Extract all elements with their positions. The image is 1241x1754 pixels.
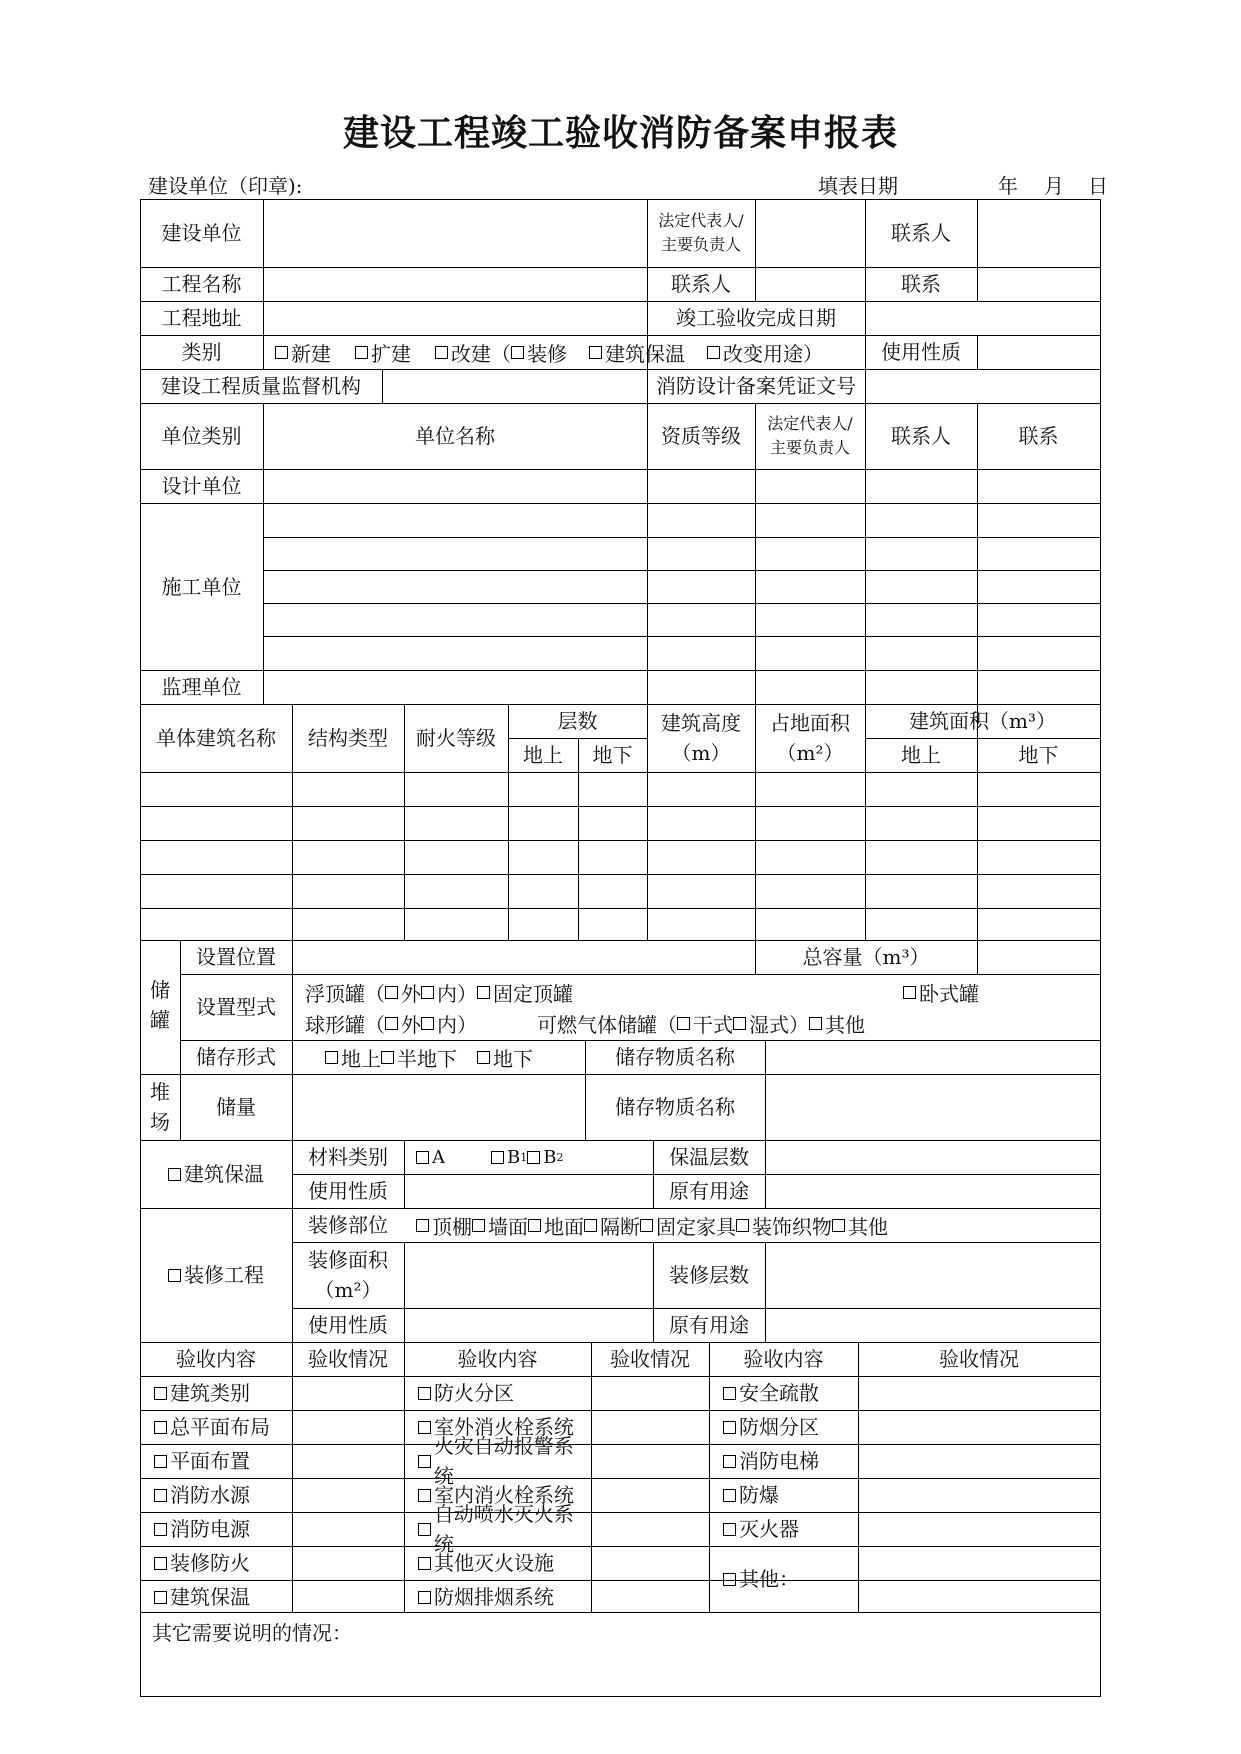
category-label: 类别 [181,340,222,364]
checkbox-icon [472,1219,485,1232]
checkbox-icon [903,986,916,999]
day-label: 日 [1088,174,1108,198]
checkbox-icon [677,1017,690,1030]
checkbox-icon [477,986,490,999]
contact-person2-label: 联系人 [671,272,731,296]
tank-form-label: 设置型式 [196,995,276,1019]
cat-insulation-label: 建筑保温 [605,341,685,366]
cat-new-label: 新建 [291,341,331,366]
checkbox-icon [154,1523,167,1536]
material-b1-subscript: 1 [520,1150,528,1164]
total-capacity-label: 总容量（m³） [802,945,930,969]
cat-renovation-checkbox[interactable] [511,338,567,367]
design-record-no-field[interactable] [865,369,1100,403]
checkbox-icon [477,1051,490,1064]
checkbox-icon [355,346,368,359]
design-unit-label: 设计单位 [161,474,242,498]
inspection-item-13-label: 其他灭火设施 [434,1551,554,1575]
part-wall-label: 墙面 [488,1214,528,1239]
cat-change-use-label: 改变用途） [723,341,823,366]
inspection-item-6[interactable] [140,1546,292,1580]
inspection-item-16-label: 防烟分区 [739,1415,819,1439]
yard-amount-field[interactable] [292,1074,585,1140]
supervision-unit-label: 监理单位 [161,675,242,699]
storage-semi-label: 半地下 [397,1046,457,1071]
checkbox-icon [528,1219,541,1232]
part-fabric-label: 装饰织物 [752,1214,832,1239]
completion-date-field[interactable] [865,301,1100,335]
gas-dry-label: 干式 [693,1012,733,1037]
decoration-checkbox[interactable] [140,1208,292,1342]
material-type-options [416,1140,563,1174]
material-b1-checkbox[interactable] [491,1147,527,1168]
part-partition-label: 隔断 [600,1214,640,1239]
checkbox-icon [168,1269,181,1282]
insulation-original-use-field[interactable] [765,1174,1100,1208]
decoration-part-options [416,1208,888,1242]
quality-agency-field[interactable] [382,369,647,403]
inspection-item-7[interactable] [140,1580,292,1614]
spherical-outer-checkbox[interactable] [385,1009,421,1038]
part-furniture-checkbox[interactable] [640,1211,736,1240]
cat-change-use-checkbox[interactable] [707,338,823,367]
cat-rebuild-label: 改建（ [451,341,511,366]
inspection-status-header-2: 验收情况 [610,1347,690,1371]
decoration-use-label: 使用性质 [308,1313,388,1337]
checkbox-icon [723,1387,736,1400]
checkbox-icon [723,1573,736,1586]
decoration-original-use-field[interactable] [765,1308,1100,1342]
contact-person-field[interactable] [977,199,1100,267]
grid-line [140,840,1101,841]
checkbox-icon [418,1387,431,1400]
legal-rep-line1: 法定代表人/ [658,211,744,230]
category-options [275,335,823,369]
unit-legal-rep-header [755,403,865,469]
storage-semi-checkbox[interactable] [381,1043,457,1072]
checkbox-icon [168,1168,181,1181]
inspection-content-header-3: 验收内容 [743,1347,824,1371]
part-floor-label: 地面 [544,1214,584,1239]
inspection-item-7-label: 建筑保温 [170,1585,250,1609]
contact-person2-field[interactable] [755,267,865,301]
area-above-header: 地上 [901,743,941,767]
fire-rating-header: 耐火等级 [416,726,496,750]
page-title: 建设工程竣工验收消防备案申报表 [342,113,898,154]
grid-line [140,772,1101,773]
inspection-item-20-label: 其他： [739,1567,799,1591]
checkbox-icon [723,1421,736,1434]
inspection-item-13[interactable] [404,1546,591,1580]
inspection-item-1[interactable] [140,1376,292,1410]
checkbox-icon [435,346,448,359]
unit-name-header: 单位名称 [415,424,495,448]
checkbox-icon [416,1219,429,1232]
inspection-item-11-label: 室内消火栓系统 [434,1483,574,1507]
part-ceiling-checkbox[interactable] [416,1211,472,1240]
floating-outer-label: 外 [401,981,421,1006]
tank-location-field[interactable] [292,940,755,974]
inspection-item-8-label: 防火分区 [434,1381,514,1405]
grid-line [140,908,1101,909]
building-name-header: 单体建筑名称 [156,726,276,750]
floating-roof-label: 浮顶罐（ [305,981,385,1006]
part-wall-checkbox[interactable] [472,1211,528,1240]
checkbox-icon [418,1523,431,1536]
grid-line [858,1546,859,1613]
floor-area-header: 建筑面积（m³） [909,709,1056,733]
structure-type-header: 结构类型 [308,726,388,750]
checkbox-icon [154,1557,167,1570]
unit-legal-rep-line2: 主要负责人 [769,438,850,457]
tank-material-label: 储存物质名称 [615,1045,735,1069]
contact-person-label: 联系人 [891,221,951,245]
remarks-label: 其它需要说明的情况： [152,1621,352,1645]
gas-wet-checkbox[interactable] [733,1009,809,1038]
inspection-item-19[interactable] [709,1512,858,1546]
checkbox-icon [832,1219,845,1232]
tank-material-field[interactable] [765,1040,1100,1074]
checkbox-icon [640,1219,653,1232]
insulation-layers-field[interactable] [765,1140,1100,1174]
checkbox-icon [325,1051,338,1064]
material-b1-label: B [507,1146,521,1168]
insulation-use-field[interactable] [404,1174,653,1208]
part-other-checkbox[interactable] [832,1211,888,1240]
checkbox-icon [733,1017,746,1030]
yard-label-char1: 堆 [150,1080,170,1104]
checkbox-icon [418,1421,431,1434]
grid-line [1100,199,1101,1697]
use-nature-field[interactable] [977,335,1100,369]
spherical-label: 球形罐（ [305,1012,385,1037]
inspection-item-2[interactable] [140,1410,292,1444]
checkbox-icon [418,1455,431,1468]
material-a-checkbox[interactable] [416,1147,445,1168]
decoration-area-line2: （m²） [314,1278,382,1302]
grid-line [591,1342,592,1613]
inspection-item-17[interactable] [709,1444,858,1478]
tank-group-label [140,940,180,1070]
decoration-original-use-label: 原有用途 [669,1313,749,1337]
qualification-header: 资质等级 [661,424,741,448]
decoration-layers-label: 装修层数 [669,1263,749,1287]
inspection-item-5[interactable] [140,1512,292,1546]
year-label: 年 [998,174,1018,198]
inspection-item-6-label: 装修防火 [170,1551,250,1575]
material-b2-checkbox[interactable] [527,1147,563,1168]
checkbox-icon [707,346,720,359]
grid-line [292,1342,293,1613]
tank-location-label: 设置位置 [196,945,276,969]
inspection-status-header-1: 验收情况 [308,1347,388,1371]
yard-amount-label: 储量 [216,1095,256,1119]
horizontal-tank-checkbox[interactable] [903,978,979,1006]
inspection-item-12-label: 自动喷水灭火系统 [433,1502,574,1556]
storage-form-label: 储存形式 [196,1045,276,1069]
contact2-label: 联系 [901,272,941,296]
height-header-line1: 建筑高度 [661,711,741,735]
area-below-header: 地下 [1018,743,1059,767]
checkbox-icon [723,1455,736,1468]
inspection-item-3[interactable] [140,1444,292,1478]
fixed-roof-checkbox[interactable] [477,978,573,1007]
cat-expand-label: 扩建 [371,341,411,366]
decoration-area-label [292,1242,404,1308]
insulation-checkbox[interactable] [140,1140,292,1208]
checkbox-icon [154,1591,167,1604]
inspection-item-19-label: 灭火器 [739,1517,799,1541]
quality-agency-label: 建设工程质量监督机构 [161,374,361,398]
inspection-item-8[interactable] [404,1376,591,1410]
project-name-label: 工程名称 [161,272,242,296]
cat-new-checkbox[interactable] [275,338,331,367]
yard-material-field[interactable] [765,1074,1100,1140]
inspection-item-15-label: 安全疏散 [739,1381,819,1405]
floors-header: 层数 [557,709,598,733]
fill-date-label: 填表日期 [818,174,898,198]
part-partition-checkbox[interactable] [584,1211,640,1240]
design-record-no-label: 消防设计备案凭证文号 [656,374,856,398]
checkbox-icon [723,1489,736,1502]
tank-label-char1: 储 [150,978,170,1002]
cat-insulation-checkbox[interactable] [589,338,685,367]
gas-wet-label: 湿式） [749,1012,809,1037]
checkbox-icon [154,1421,167,1434]
decoration-label: 装修工程 [184,1263,264,1287]
insulation-label: 建筑保温 [184,1162,264,1186]
legal-rep-line2: 主要负责人 [660,235,741,254]
yard-group-label [140,1074,180,1140]
storage-below-checkbox[interactable] [477,1043,533,1072]
horizontal-tank-label: 卧式罐 [919,981,979,1006]
part-furniture-label: 固定家具 [656,1214,736,1239]
floating-inner-label: 内） [437,981,477,1006]
inspection-item-5-label: 消防电源 [170,1517,250,1541]
month-label: 月 [1044,174,1064,198]
decoration-area-field[interactable] [404,1242,653,1308]
grid-line [140,806,1101,807]
insulation-use-label: 使用性质 [308,1179,388,1203]
grid-line [140,1696,1101,1697]
land-area-header-line2: （m²） [776,741,844,765]
inspection-item-2-label: 总平面布局 [170,1415,270,1439]
floating-outer-checkbox[interactable] [385,978,421,1007]
yard-label-char2: 场 [150,1110,170,1134]
floating-inner-checkbox[interactable] [421,978,477,1007]
checkbox-icon [154,1455,167,1468]
inspection-item-14-label: 防烟排烟系统 [434,1585,554,1609]
cat-rebuild-checkbox[interactable] [435,338,511,367]
unit-type-header: 单位类别 [161,424,242,448]
land-area-header [755,704,865,772]
part-ceiling-label: 顶棚 [432,1214,472,1239]
floors-below-header: 地下 [592,743,633,767]
material-b2-subscript: 2 [556,1150,564,1164]
material-type-label: 材料类别 [308,1145,388,1169]
inspection-item-12[interactable] [404,1502,591,1556]
project-address-field[interactable] [263,301,647,335]
spherical-inner-label: 内） [437,1012,477,1037]
checkbox-icon [416,1151,429,1164]
completion-date-label: 竣工验收完成日期 [676,306,836,330]
insulation-original-use-label: 原有用途 [669,1179,749,1203]
part-floor-checkbox[interactable] [528,1211,584,1240]
grid-line [140,503,1101,504]
decoration-part-label: 装修部位 [308,1213,388,1237]
fixed-roof-label: 固定顶罐 [493,981,573,1006]
use-nature-label: 使用性质 [881,340,961,364]
inspection-status-header-3: 验收情况 [939,1347,1019,1371]
height-header-line2: （m） [671,741,731,765]
checkbox-icon [421,986,434,999]
checkbox-icon [154,1489,167,1502]
grid-line [140,670,1101,671]
tank-other-label: 其他 [825,1012,865,1037]
tank-form-row2 [305,1009,865,1037]
tank-label-char2: 罐 [150,1008,170,1032]
project-name-field[interactable] [263,267,647,301]
material-a-label: A [432,1146,445,1168]
inspection-item-18-label: 防爆 [739,1483,779,1507]
builder-unit-label: 建设单位 [161,221,242,245]
grid-line [263,537,1101,538]
contact2-field[interactable] [977,267,1100,301]
checkbox-icon [736,1219,749,1232]
checkbox-icon [418,1557,431,1570]
checkbox-icon [385,1017,398,1030]
inspection-item-4-label: 消防水源 [170,1483,250,1507]
total-capacity-field[interactable] [977,940,1100,974]
checkbox-icon [385,986,398,999]
builder-unit-seal-label: 建设单位（印章): [148,174,303,198]
checkbox-icon [511,346,524,359]
checkbox-icon [589,346,602,359]
spherical-inner-checkbox[interactable] [421,1009,477,1038]
grid-line [140,469,1101,470]
checkbox-icon [381,1051,394,1064]
checkbox-icon [421,1017,434,1030]
tank-other-checkbox[interactable] [809,1009,865,1038]
grid-line [140,874,1101,875]
inspection-item-4[interactable] [140,1478,292,1512]
construction-unit-label: 施工单位 [161,574,242,599]
inspection-item-3-label: 平面布置 [170,1449,250,1473]
checkbox-icon [491,1151,504,1164]
height-header [647,704,755,772]
checkbox-icon [275,346,288,359]
storage-below-label: 地下 [493,1046,533,1071]
tank-form-row1 [305,978,573,1006]
material-b2-label: B [543,1146,557,1168]
inspection-content-header-2: 验收内容 [457,1347,538,1371]
storage-form-options [325,1040,533,1074]
remarks-field[interactable] [140,1650,1100,1696]
grid-line [180,974,1101,975]
spherical-outer-label: 外 [401,1012,421,1037]
checkbox-icon [809,1017,822,1030]
inspection-item-20[interactable] [709,1546,858,1612]
gas-tank-label: 可燃气体储罐（ [537,1012,677,1037]
part-fabric-checkbox[interactable] [736,1211,832,1240]
inspection-item-18[interactable] [709,1478,858,1512]
builder-unit-field[interactable] [263,199,647,267]
checkbox-icon [584,1219,597,1232]
decoration-layers-field[interactable] [765,1242,1100,1308]
cat-expand-checkbox[interactable] [355,338,411,367]
project-address-label: 工程地址 [161,306,242,330]
inspection-item-1-label: 建筑类别 [170,1381,250,1405]
legal-rep-label [647,199,755,267]
yard-material-label: 储存物质名称 [615,1095,735,1119]
floors-above-header: 地上 [523,743,563,767]
inspection-item-17-label: 消防电梯 [739,1449,819,1473]
inspection-item-10-label: 火灾自动报警系统 [433,1434,574,1488]
checkbox-icon [723,1523,736,1536]
grid-line [263,570,1101,571]
storage-above-label: 地上 [341,1046,381,1071]
inspection-item-15[interactable] [709,1376,858,1410]
grid-line [263,603,1101,604]
decoration-area-line1: 装修面积 [308,1248,388,1272]
legal-rep-field[interactable] [755,199,865,267]
decoration-use-field[interactable] [404,1308,653,1342]
unit-legal-rep-line1: 法定代表人/ [767,414,853,433]
inspection-item-14[interactable] [404,1580,591,1614]
cat-renovation-label: 装修 [527,341,567,366]
unit-contact-header: 联系 [1018,424,1059,448]
insulation-layers-label: 保温层数 [669,1145,749,1169]
checkbox-icon [418,1489,431,1502]
inspection-item-16[interactable] [709,1410,858,1444]
storage-above-checkbox[interactable] [325,1043,381,1072]
checkbox-icon [527,1151,540,1164]
inspection-item-10[interactable] [404,1434,591,1488]
inspection-content-header-1: 验收内容 [176,1347,256,1371]
unit-contact-person-header: 联系人 [891,424,951,448]
land-area-header-line1: 占地面积 [770,711,850,735]
inspection-item-9-label: 室外消火栓系统 [434,1415,574,1439]
checkbox-icon [418,1591,431,1604]
checkbox-icon [154,1387,167,1400]
gas-dry-checkbox[interactable] [677,1009,733,1038]
part-other-label: 其他 [848,1214,888,1239]
grid-line [263,636,1101,637]
